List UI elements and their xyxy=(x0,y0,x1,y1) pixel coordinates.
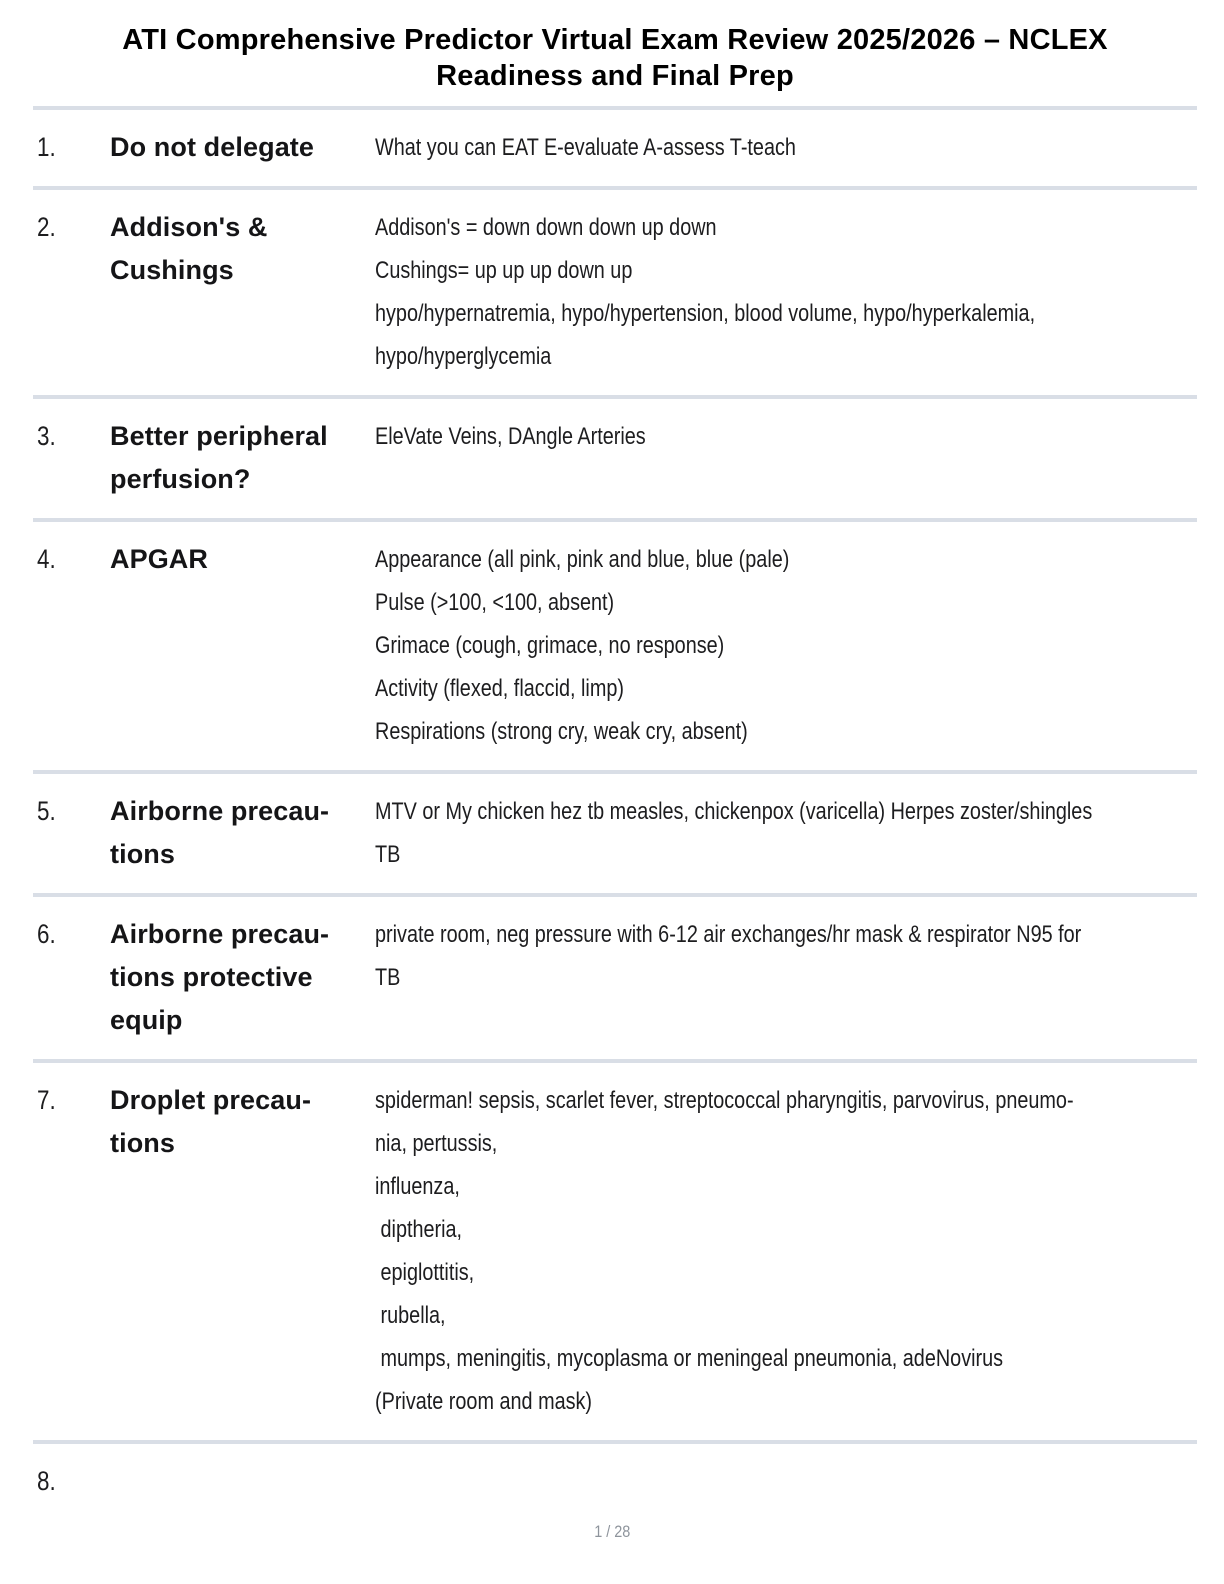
definition-line: Appearance (all pink, pink and blue, blue (pale) xyxy=(375,546,790,573)
definition-line: hypo/hyperglycemia xyxy=(375,343,552,370)
flashcard-row xyxy=(33,774,1197,897)
item-number xyxy=(33,790,110,876)
definition-text xyxy=(375,126,1197,169)
definition-text xyxy=(375,538,1197,753)
definition-lines xyxy=(375,126,1197,169)
item-number-text: 6. xyxy=(37,919,56,949)
definition-line: TB xyxy=(375,841,401,868)
definition-line: Grimace (cough, grimace, no response) xyxy=(375,632,725,659)
flashcard-row xyxy=(33,190,1197,399)
term-text xyxy=(110,126,375,169)
definition-lines xyxy=(375,790,1197,876)
item-number xyxy=(33,415,110,501)
flashcard-list xyxy=(33,110,1197,1520)
definition-line: EleVate Veins, DAngle Arteries xyxy=(375,423,646,450)
term-text xyxy=(110,538,375,753)
definition-line: influenza, xyxy=(375,1173,460,1200)
definition-text xyxy=(375,1079,1197,1423)
page-number-text: 1 / 28 xyxy=(593,1522,631,1541)
definition-text xyxy=(375,415,1197,501)
definition-line: Activity (flexed, flaccid, limp) xyxy=(375,675,624,702)
term-text xyxy=(110,415,375,501)
item-number-text: 5. xyxy=(37,796,56,826)
definition-line: hypo/hypernatremia, hypo/hypertension, blood volume, hypo/hyperkalemia, xyxy=(375,300,1036,327)
item-number xyxy=(33,126,110,169)
term-line: perfusion? xyxy=(110,464,251,494)
item-number xyxy=(33,913,110,1042)
term-text xyxy=(110,206,375,378)
definition-line: MTV or My chicken hez tb measles, chickenpox (varicella) Herpes zoster/shingles xyxy=(375,798,1093,825)
definition-line: epiglottitis, xyxy=(375,1259,475,1286)
page-title xyxy=(63,22,1167,94)
definition-text xyxy=(375,206,1197,378)
definition-line: nia, pertussis, xyxy=(375,1130,498,1157)
term-line: Do not delegate xyxy=(110,132,315,162)
item-number-text: 3. xyxy=(37,421,56,451)
term-text xyxy=(110,1460,375,1503)
definition-line: Pulse (>100, <100, absent) xyxy=(375,589,615,616)
flashcard-row xyxy=(33,399,1197,522)
definition-line: spiderman! sepsis, scarlet fever, streptococcal pharyngitis, parvovirus, pneumo- xyxy=(375,1087,1074,1114)
term-line: tions xyxy=(110,839,175,869)
definition-line: mumps, meningitis, mycoplasma or meningeal pneumonia, adeNovirus xyxy=(375,1345,1004,1372)
definition-text xyxy=(375,790,1197,876)
definition-line: TB xyxy=(375,964,401,991)
flashcard-row xyxy=(33,1444,1197,1520)
term-text xyxy=(110,913,375,1042)
item-number xyxy=(33,1460,110,1503)
term-text xyxy=(110,1079,375,1423)
definition-lines xyxy=(375,538,1197,753)
term-line: equip xyxy=(110,1005,183,1035)
item-number xyxy=(33,206,110,378)
definition-line: rubella, xyxy=(375,1302,446,1329)
item-number-text: 7. xyxy=(37,1085,56,1115)
item-number-text: 8. xyxy=(37,1466,56,1496)
item-number xyxy=(33,1079,110,1423)
definition-text xyxy=(375,1460,1197,1503)
flashcard-row xyxy=(33,522,1197,774)
item-number-text: 1. xyxy=(37,132,56,162)
term-line: tions xyxy=(110,1128,175,1158)
flashcard-row xyxy=(33,110,1197,190)
definition-line: Addison's = down down down up down xyxy=(375,214,717,241)
term-line: Cushings xyxy=(110,255,234,285)
term-line: APGAR xyxy=(110,544,209,574)
definition-lines xyxy=(375,415,1197,458)
term-text xyxy=(110,790,375,876)
page-header xyxy=(33,0,1197,110)
term-line: Droplet precau- xyxy=(110,1085,312,1115)
term-line: Addison's & xyxy=(110,212,268,242)
definition-lines xyxy=(375,206,1197,378)
term-line: Better peripheral xyxy=(110,421,328,451)
flashcard-row xyxy=(33,897,1197,1063)
definition-line: (Private room and mask) xyxy=(375,1388,593,1415)
term-line: Airborne precau- xyxy=(110,796,330,826)
definition-line: private room, neg pressure with 6-12 air exchanges/hr mask & respirator N95 for xyxy=(375,921,1082,948)
definition-line: Respirations (strong cry, weak cry, absent) xyxy=(375,718,748,745)
flashcard-row xyxy=(33,1063,1197,1444)
item-number-text: 2. xyxy=(37,212,56,242)
definition-text xyxy=(375,913,1197,1042)
definition-line: What you can EAT E-evaluate A-assess T-teach xyxy=(375,134,796,161)
page-number xyxy=(0,1522,1224,1542)
term-line: Airborne precau- xyxy=(110,919,330,949)
definition-lines xyxy=(375,913,1197,999)
term-line: tions protective xyxy=(110,962,313,992)
definition-line: Cushings= up up up down up xyxy=(375,257,633,284)
item-number xyxy=(33,538,110,753)
item-number-text: 4. xyxy=(37,544,56,574)
definition-line: diptheria, xyxy=(375,1216,463,1243)
definition-lines xyxy=(375,1079,1197,1423)
page-title-line1: ATI Comprehensive Predictor Virtual Exam Review 2025/2026 – NCLEX xyxy=(122,24,1108,56)
page-title-line2: Readiness and Final Prep xyxy=(436,60,794,92)
